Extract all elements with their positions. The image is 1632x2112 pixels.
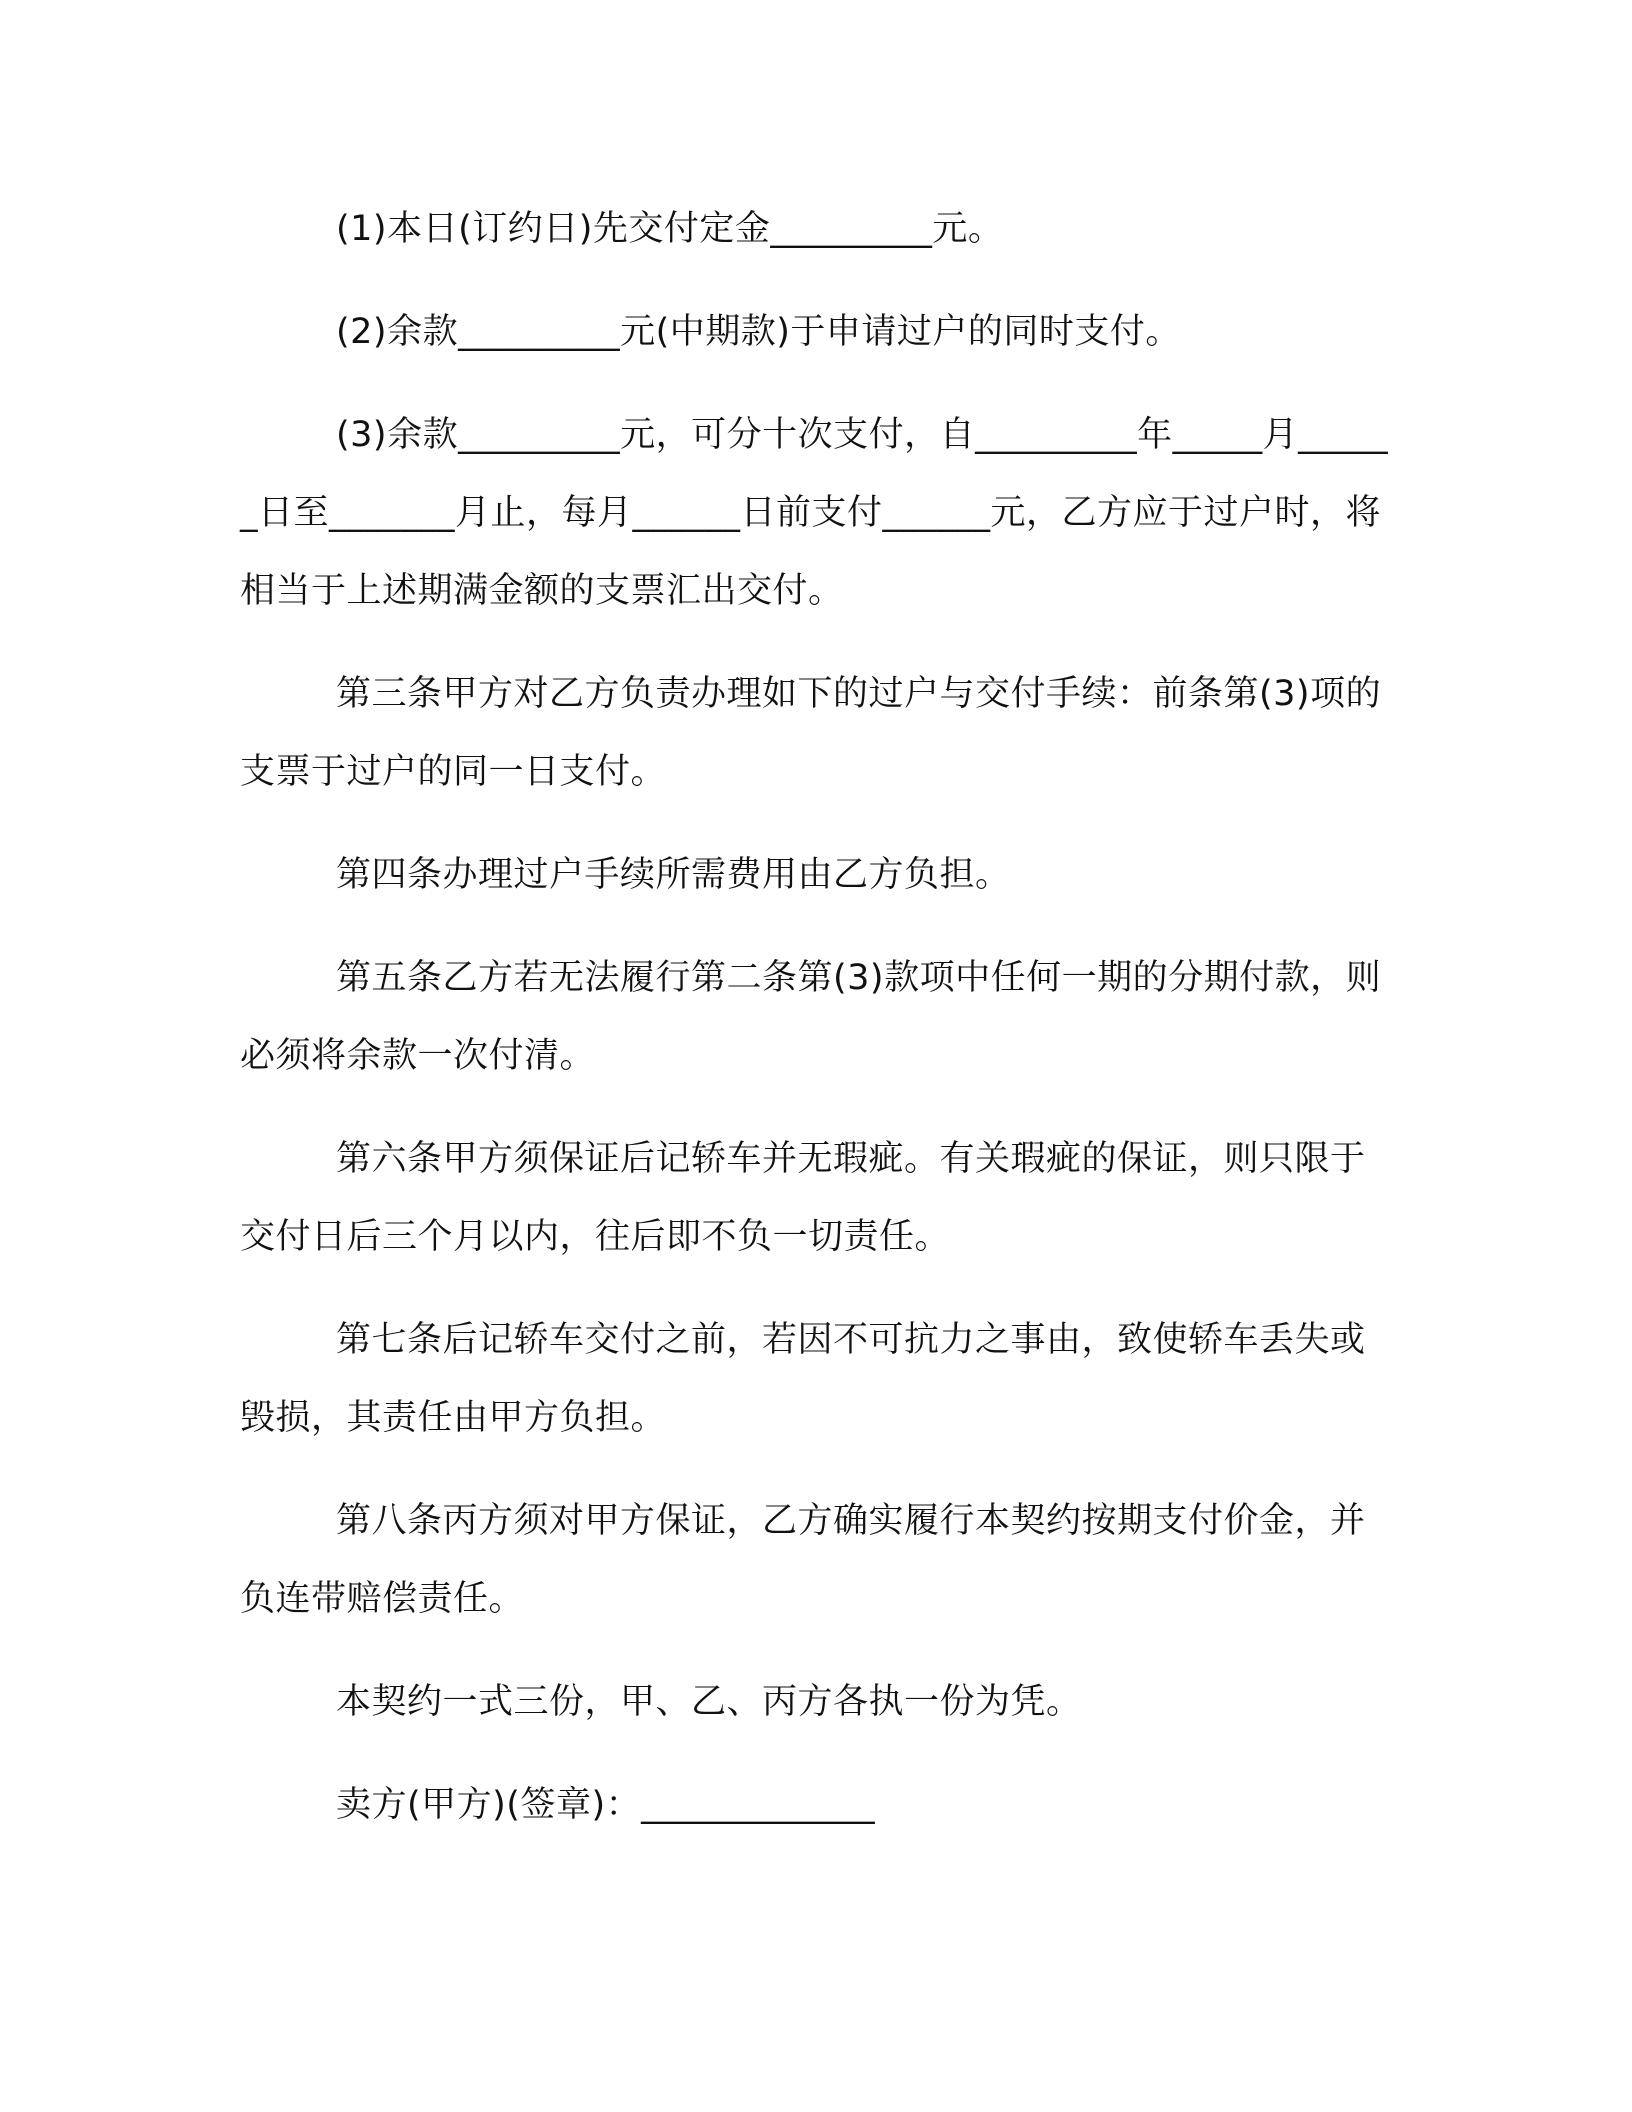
clause-payment-2: (2)余款_________元(中期款)于申请过户的同时支付。: [336, 312, 1181, 352]
copies-clause: 本契约一式三份，甲、乙、丙方各执一份为凭。: [336, 1682, 1082, 1722]
article-6: 第六条甲方须保证后记轿车并无瑕疵。有关瑕疵的保证，则只限于交付日后三个月以内，往后即不负一切责任。: [240, 1139, 1366, 1257]
contract-body: [240, 190, 1390, 1869]
article-3: 第三条甲方对乙方负责办理如下的过户与交付手续：前条第(3)项的支票于过户的同一日支付。: [240, 674, 1382, 792]
article-8: 第八条丙方须对甲方保证，乙方确实履行本契约按期支付价金，并负连带赔偿责任。: [240, 1501, 1366, 1619]
seller-signature-line: 卖方(甲方)(签章)：_____________: [336, 1785, 876, 1825]
clause-payment-1: (1)本日(订约日)先交付定金_________元。: [336, 209, 1004, 249]
clause-payment-3: (3)余款_________元，可分十次支付，自_________年_____月______日至_______月止，每月______日前支付______元，乙方应于过户时，将相当于上述期满金额的支票汇出交付。: [240, 415, 1389, 611]
article-5: 第五条乙方若无法履行第二条第(3)款项中任何一期的分期付款，则必须将余款一次付清。: [240, 958, 1382, 1076]
article-7: 第七条后记轿车交付之前，若因不可抗力之事由，致使轿车丢失或毁损，其责任由甲方负担。: [240, 1320, 1366, 1438]
article-4: 第四条办理过户手续所需费用由乙方负担。: [336, 855, 1011, 895]
